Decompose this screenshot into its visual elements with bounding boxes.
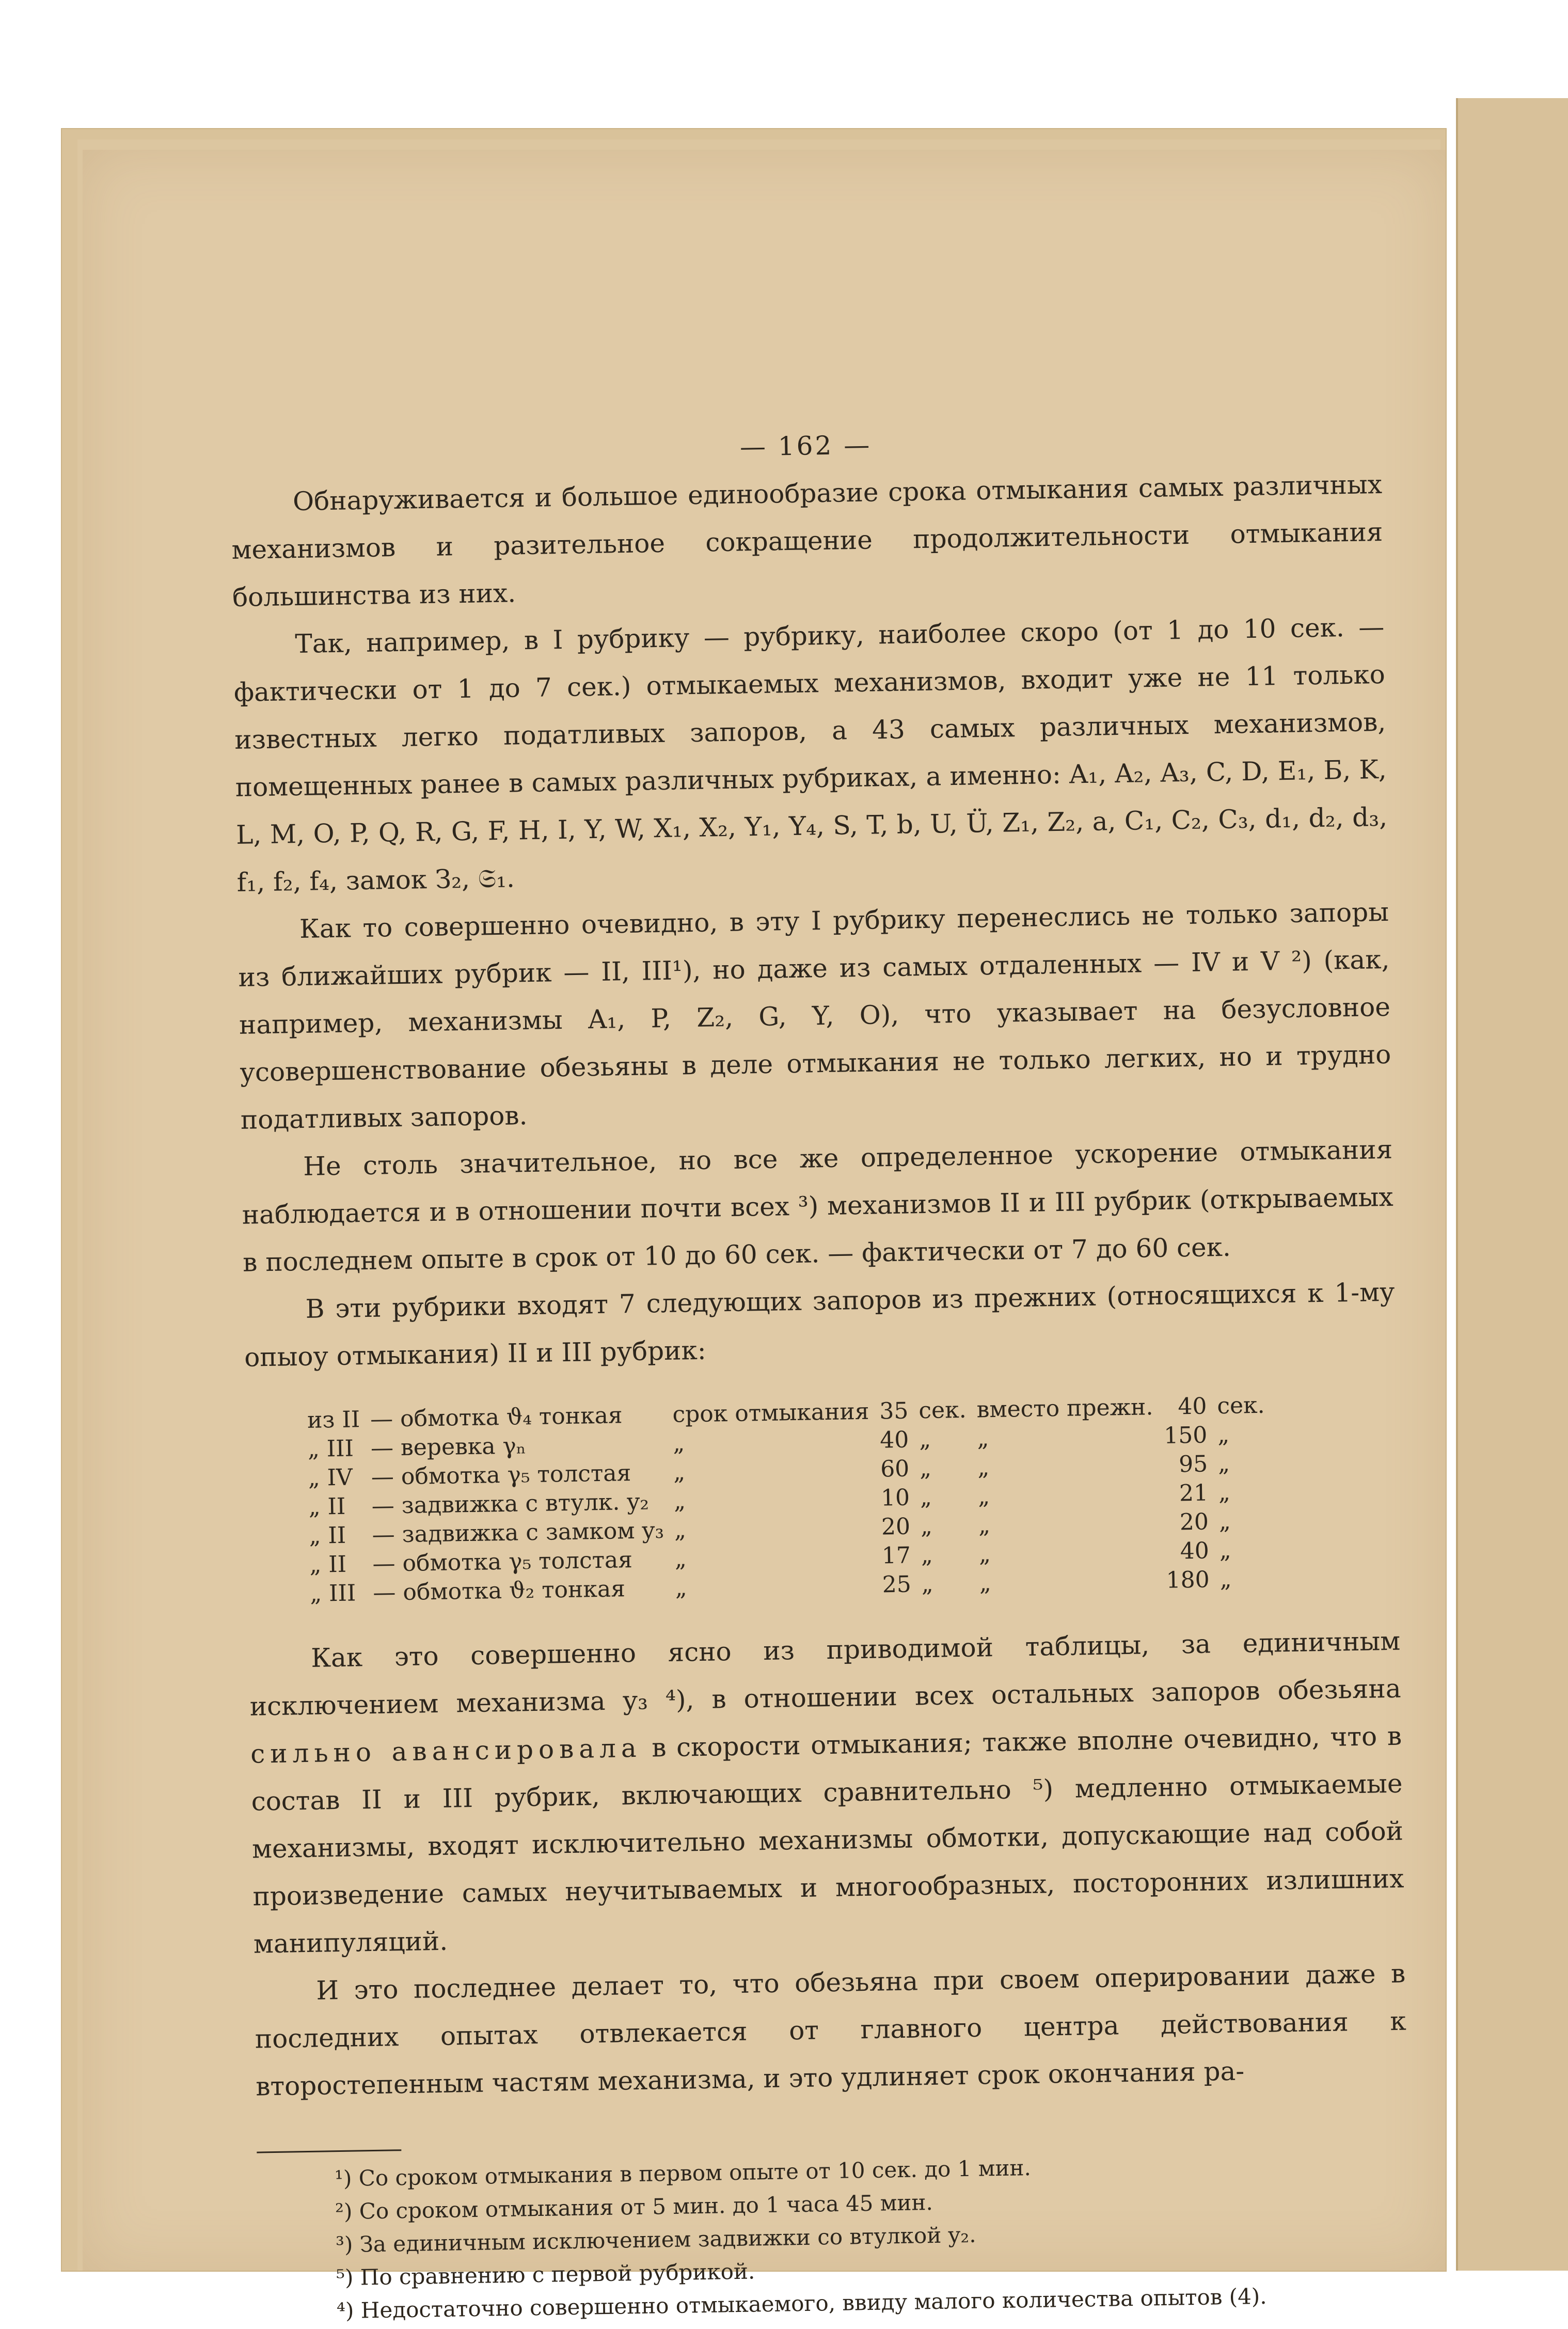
table-cell: „ xyxy=(673,1488,686,1515)
table-cell: „ xyxy=(672,1430,685,1457)
table-cell: „ xyxy=(673,1459,686,1486)
table-cell: 150 xyxy=(1163,1422,1208,1449)
table-cell: 17 xyxy=(881,1542,911,1569)
table-cell: — обмотка ϑ₂ тонкая xyxy=(373,1576,626,1606)
table-cell: „ xyxy=(674,1517,687,1544)
table-cell: — обмотка ϑ₄ тонкая xyxy=(370,1402,623,1433)
table-cell: „ xyxy=(978,1541,991,1568)
table-cell: 21 xyxy=(1179,1480,1209,1507)
mechanism-table xyxy=(302,1389,1400,1609)
paragraph-1: Обнаруживается и большое единообразие срока отмыкания самых различных механизмов и разительное сокращение продолжительности отмыкания большинства из них. xyxy=(231,469,1383,612)
table-cell: сек. xyxy=(1216,1392,1265,1420)
table-cell: 20 xyxy=(881,1513,911,1540)
footnote-1: ¹) Со сроком отмыкания в первом опыте от 10 сек. до 1 мин. xyxy=(334,2155,1032,2192)
footnote-5: ⁵) По сравнению с первой рубрикой. xyxy=(336,2258,755,2291)
adjacent-page-edge xyxy=(1456,98,1568,2271)
table-cell: — задвижка с втулк. y₂ xyxy=(371,1488,650,1519)
table-cell: из II xyxy=(307,1406,360,1434)
footnote-divider xyxy=(257,2149,401,2153)
table-cell: 25 xyxy=(882,1571,912,1598)
table-cell: „ xyxy=(977,1483,990,1510)
table-cell: „ xyxy=(1217,1450,1230,1477)
table-cell: „ II xyxy=(309,1551,347,1578)
table-cell: 20 xyxy=(1179,1508,1209,1536)
table-cell: 35 xyxy=(879,1397,909,1425)
table-cell: 10 xyxy=(880,1484,910,1512)
table-cell: „ xyxy=(1218,1479,1231,1506)
table-cell: — задвижка с замком y₃ xyxy=(372,1517,664,1548)
table-cell: сек. xyxy=(918,1396,967,1424)
table-cell: „ xyxy=(920,1513,933,1540)
table-cell: — веревка γₙ xyxy=(370,1433,527,1461)
table-cell: — обмотка γ₅ толстая xyxy=(372,1547,633,1577)
table-cell: 40 xyxy=(1177,1393,1207,1420)
table-cell: „ xyxy=(675,1575,687,1601)
paragraph-6-end: в скорости отмыкания; также вполне очевидно, что в состав II и III рубрик, включающих сравнительно ⁵) медленно отмыкаемые механизмы, входят исключительно механизмы обмотки, допускающие над собой произведение самых неучитываемых и многообразных, посторонних излишних манипуляций. xyxy=(251,1721,1404,1959)
table-cell: 180 xyxy=(1166,1566,1210,1594)
table-cell: „ xyxy=(1217,1421,1230,1449)
footnote-4: ⁴) Недостаточно совершенно отмыкаемого, ввиду малого количества опытов (4). xyxy=(336,2283,1267,2324)
table-cell: 40 xyxy=(1180,1537,1210,1565)
table-cell: „ III xyxy=(309,1580,356,1607)
table-cell: вместо прежн. xyxy=(976,1394,1153,1423)
footnote-3: ³) За единичным исключением задвижки со втулкой y₂. xyxy=(335,2222,976,2258)
table-cell: „ IV xyxy=(308,1464,353,1491)
footnote-2: ²) Со сроком отмыкания от 5 мин. до 1 часа 45 мин. xyxy=(335,2190,933,2225)
paragraph-6-start: Как это совершенно ясно из приводимой таблицы, за единичным исключением механизма y₃ ⁴), в отношении всех остальных запоров обезьяна xyxy=(249,1626,1401,1722)
emphasis-spaced: сильно авансировала xyxy=(250,1733,642,1769)
paragraph-3: Как то совершенно очевидно, в эту I рубрику перенеслись не только запоры из ближайших рубрик — II, III¹), но даже из самых отдаленных — IV и V ²) (как, например, механизмы A₁, P, Z₂, G, Y, O), что указывает на безусловное усовершенствование обезьяны в деле отмыкания не только легких, но и трудно податливых запоров. xyxy=(238,896,1391,1135)
table-cell: „ xyxy=(1218,1508,1231,1535)
page-number: — 162 — xyxy=(739,430,872,462)
table-cell: „ II xyxy=(308,1493,346,1520)
table-cell: „ xyxy=(921,1570,933,1598)
table-cell: „ xyxy=(674,1546,687,1572)
table-cell: „ xyxy=(921,1541,933,1569)
table-cell: „ III xyxy=(307,1435,354,1462)
table-cell: „ xyxy=(1219,1537,1231,1564)
table-cell: срок отмыкания xyxy=(672,1398,869,1428)
paragraph-7: И это последнее делает то, что обезьяна при своем оперировании даже в последних опытах отвлекается от главного центра действования к второстепенным частям механизма, и это удлиняет срок окончания ра- xyxy=(255,1958,1407,2102)
paragraph-6 xyxy=(249,1617,1405,1968)
table-cell: „ xyxy=(978,1512,991,1539)
page-text xyxy=(230,413,1411,2329)
table-cell: 60 xyxy=(880,1455,910,1483)
paragraph-4: Не столь значительное, но все же определенное ускорение отмыкания наблюдается и в отношении почти всех ³) механизмов II и III рубрик (открываемых в последнем опыте в срок от 10 до 60 сек. — фактически от 7 до 60 сек. xyxy=(242,1134,1394,1278)
table-cell: „ xyxy=(1219,1566,1232,1593)
table-cell: „ xyxy=(979,1570,992,1597)
paragraph-5: В эти рубрики входят 7 следующих запоров из прежних (относящихся к 1-му опыоу отмыкания) II и III рубрик: xyxy=(244,1277,1395,1373)
table-cell: „ xyxy=(919,1455,932,1482)
table-cell: „ xyxy=(920,1484,932,1511)
table-cell: 95 xyxy=(1178,1451,1208,1478)
table-cell: 40 xyxy=(879,1426,909,1454)
table-cell: „ II xyxy=(309,1522,346,1549)
paragraph-2: Так, например, в I рубрику — рубрику, наиболее скоро (от 1 до 10 сек. — фактически от 1 до 7 сек.) отмыкаемых механизмов, входит уже не 11 только известных легко податливых запоров, а 43 самых различных механизмов, помещенных ранее в самых различных рубриках, а именно: A₁, A₂, A₃, C, D, E₁, Б, K, L, M, O, P, Q, R, G, F, H, I, Y, W, X₁, X₂, Y₁, Y₄, S, T, b, U, Ü, Z₁, Z₂, a, C₁, C₂, C₃, d₁, d₂, d₃, f₁, f₂, f₄, замок З₂, 𝔖₁. xyxy=(233,611,1388,898)
table-body xyxy=(302,1391,1273,1609)
table-cell: „ xyxy=(977,1454,990,1481)
table-cell: — обмотка γ₅ толстая xyxy=(371,1460,631,1490)
table-cell: „ xyxy=(977,1425,989,1452)
table-cell: „ xyxy=(918,1426,931,1453)
